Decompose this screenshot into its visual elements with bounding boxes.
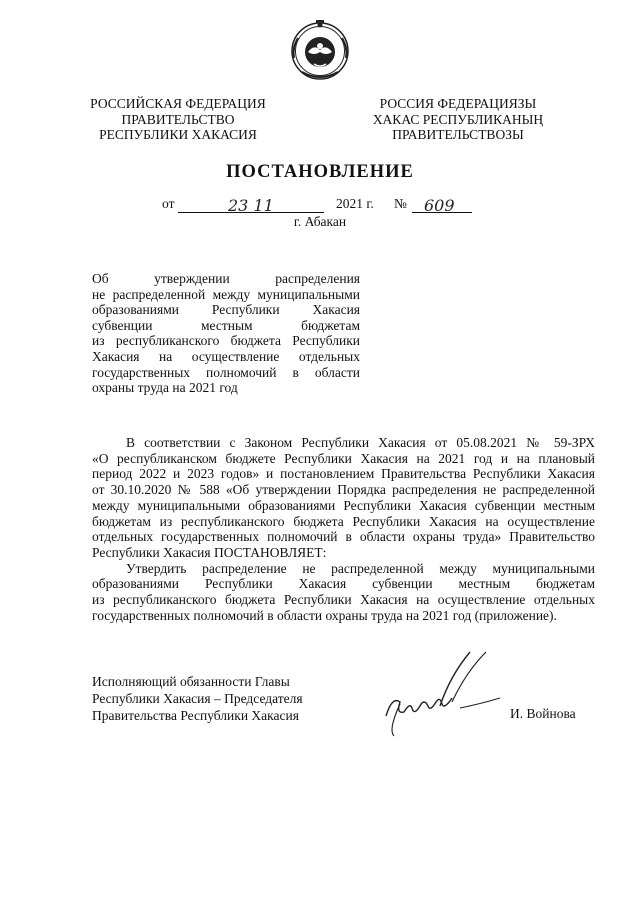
number-handwritten: 609	[424, 196, 455, 215]
signer-name: И. Войнова	[510, 706, 576, 721]
year-label: 2021 г.	[336, 196, 374, 211]
body-line: В соответствии с Законом Республики Хакасия от 05.08.2021 № 59-ЗРХ	[126, 435, 595, 450]
body-line: образованиями Республики Хакасия субвенции местным бюджетам	[92, 576, 595, 592]
header-khakas	[358, 96, 558, 143]
date-handwritten: 23 11	[228, 196, 274, 215]
subject-line: охраны труда на 2021 год	[92, 380, 238, 396]
subject-line: из республиканского бюджета Республики	[92, 333, 360, 349]
date-from-label: от	[162, 196, 175, 211]
body-line: между муниципальными образованиями Республики Хакасия субвенции местным	[92, 497, 595, 513]
signature-line: Республики Хакасия – Председателя	[92, 691, 303, 706]
body-line: отдельных государственных полномочий в области охраны труда» Правительство	[92, 529, 595, 545]
document-body	[92, 435, 595, 623]
subject-line: образованиями Республики Хакасия	[92, 302, 360, 318]
header-right-line: ПРАВИТЕЛЬСТВОЗЫ	[392, 127, 524, 142]
header-russian	[78, 96, 278, 143]
body-line: от 30.10.2020 № 588 «Об утверждении Порядка распределения не распределенной	[92, 482, 595, 498]
subject-line: Об утверждении распределения	[92, 271, 360, 286]
body-line: из республиканского бюджета Республики Хакасия на осуществление отдельных	[92, 592, 595, 608]
body-line: Утвердить распределение не распределенной между муниципальными	[126, 560, 595, 576]
signature-block	[92, 673, 303, 724]
document-subject	[92, 271, 360, 396]
number-label: №	[394, 196, 407, 211]
subject-line: не распределенной между муниципальными	[92, 286, 360, 302]
body-line: государственных полномочий в области охраны труда на 2021 год (приложение).	[92, 607, 557, 623]
handwritten-signature	[380, 646, 510, 741]
subject-line: государственных полномочий в области	[92, 364, 360, 380]
coat-of-arms-emblem	[288, 18, 352, 82]
signature-line: Правительства Республики Хакасия	[92, 708, 299, 723]
city-label: г. Абакан	[293, 214, 347, 229]
body-line: период 2022 и 2023 годов» и постановлением Правительства Республики Хакасия	[92, 466, 595, 482]
header-left-line: РОССИЙСКАЯ ФЕДЕРАЦИЯ	[90, 96, 266, 111]
header-right-line: ХАКАС РЕСПУБЛИКАНЫҢ	[372, 111, 544, 127]
body-line: бюджетам из республиканского бюджета Республики Хакасия на осуществление	[92, 513, 595, 529]
header-left-line: РЕСПУБЛИКИ ХАКАСИЯ	[99, 127, 257, 142]
document-title: ПОСТАНОВЛЕНИЕ	[226, 162, 414, 182]
body-line: Республики Хакасия ПОСТАНОВЛЯЕТ:	[92, 544, 327, 560]
signature-line: Исполняющий обязанности Главы	[92, 674, 290, 689]
header-right-line: РОССИЯ ФЕДЕРАЦИЯЗЫ	[379, 96, 537, 111]
subject-line: субвенции местным бюджетам	[92, 317, 360, 333]
body-line: «О республиканском бюджете Республики Хакасия на 2021 год и на плановый	[92, 450, 595, 466]
header-left-line: ПРАВИТЕЛЬСТВО	[121, 111, 235, 127]
subject-line: Хакасия на осуществление отдельных	[92, 348, 360, 364]
